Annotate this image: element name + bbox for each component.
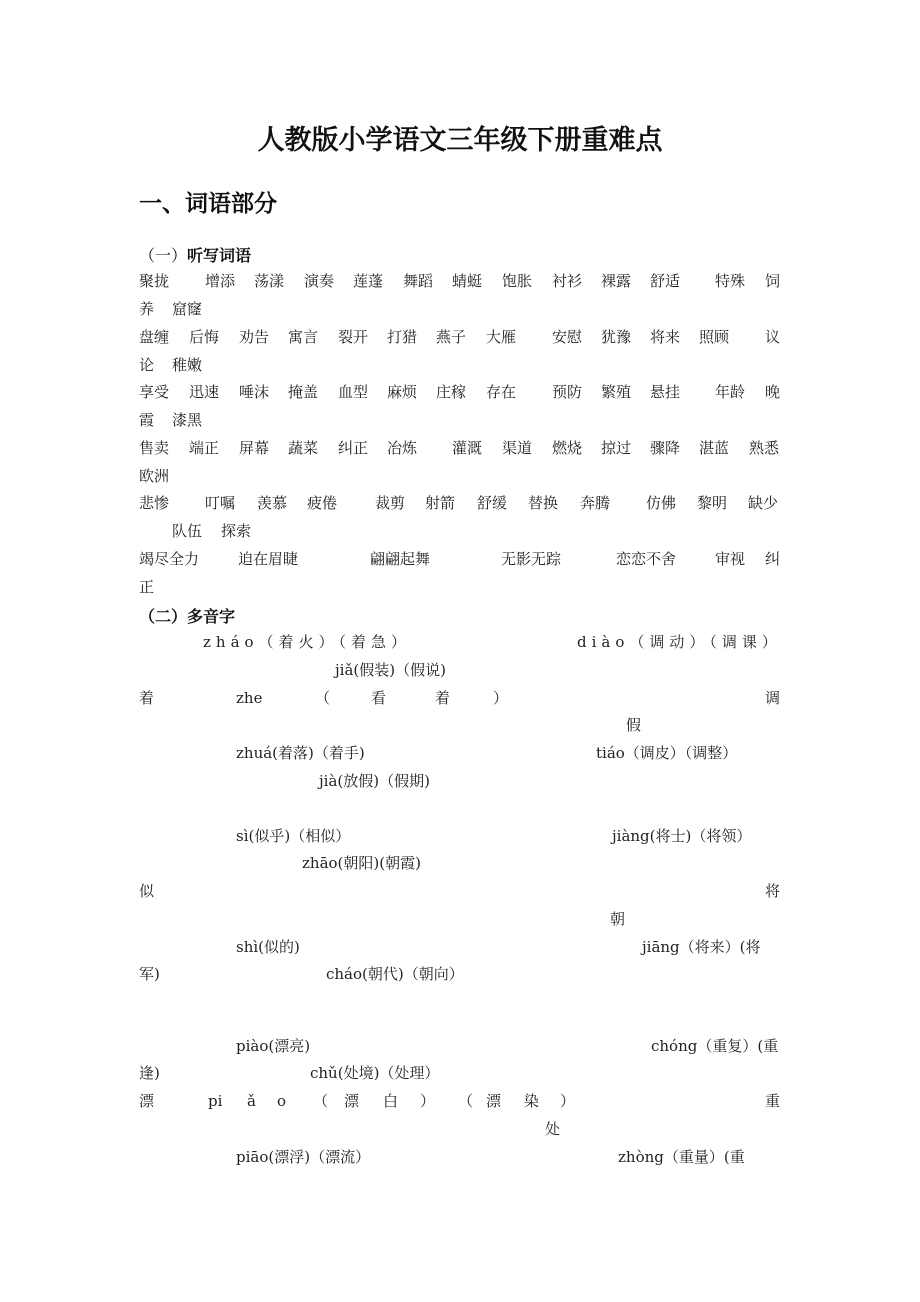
vocab-word: 纠 bbox=[765, 550, 781, 568]
pinyin-entry: 着 bbox=[435, 689, 451, 707]
vocab-word: 聚拢 bbox=[139, 272, 170, 290]
vocab-word: 后悔 bbox=[189, 328, 220, 346]
section-heading-vocabulary: 一、词语部分 bbox=[139, 191, 277, 217]
pinyin-entry: zháo（着火）（着急） bbox=[203, 633, 412, 651]
vocab-word: 裁剪 bbox=[375, 494, 406, 512]
pinyin-entry: ） bbox=[420, 1092, 436, 1110]
vocab-word: 晚 bbox=[765, 383, 781, 401]
vocab-word: 裂开 bbox=[338, 328, 369, 346]
vocab-word: 将来 bbox=[650, 328, 681, 346]
pinyin-entry: chóng（重复）(重 bbox=[651, 1037, 779, 1055]
pinyin-entry: jiāng（将来）(将 bbox=[642, 938, 761, 956]
pinyin-entry: diào（调动）（调课） bbox=[577, 633, 782, 651]
vocab-word: 缺少 bbox=[748, 494, 779, 512]
vocab-word: 养 bbox=[139, 300, 155, 318]
vocab-word: 安慰 bbox=[552, 328, 583, 346]
vocab-word: 霞 bbox=[139, 411, 155, 429]
pinyin-entry: jià(放假)（假期) bbox=[319, 772, 430, 790]
pinyin-entry: chǔ(处境)（处理） bbox=[310, 1064, 440, 1082]
vocab-word: 探索 bbox=[221, 522, 252, 540]
pinyin-entry: jiàng(将士)（将领） bbox=[612, 827, 752, 845]
vocab-idiom: 恋恋不舍 bbox=[616, 550, 677, 568]
vocab-word: 享受 bbox=[139, 383, 170, 401]
vocab-word: 蜻蜓 bbox=[452, 272, 483, 290]
vocab-word: 屏幕 bbox=[239, 439, 270, 457]
pinyin-entry: （ bbox=[315, 689, 331, 707]
vocab-word: 衬衫 bbox=[552, 272, 583, 290]
vocab-idiom: 迫在眉睫 bbox=[238, 550, 299, 568]
vocab-word: 燃烧 bbox=[552, 439, 583, 457]
pinyin-entry: ） bbox=[493, 689, 509, 707]
polyphonic-character: 假 bbox=[626, 716, 642, 734]
vocab-word: 照顾 bbox=[699, 328, 730, 346]
vocab-word: 燕子 bbox=[436, 328, 467, 346]
vocab-word: 队伍 bbox=[172, 522, 203, 540]
vocab-idiom: 翩翩起舞 bbox=[370, 550, 431, 568]
pinyin-entry: cháo(朝代)（朝向） bbox=[326, 965, 464, 983]
vocab-idiom: 竭尽全力 bbox=[139, 550, 200, 568]
vocab-word: 纠正 bbox=[338, 439, 369, 457]
pinyin-entry: piāo(漂浮)（漂流） bbox=[236, 1148, 371, 1166]
vocab-word: 增添 bbox=[205, 272, 236, 290]
vocab-word: 仿佛 bbox=[646, 494, 677, 512]
vocab-word: 欧洲 bbox=[139, 467, 170, 485]
vocab-word: 替换 bbox=[528, 494, 559, 512]
vocab-word: 叮嘱 bbox=[205, 494, 236, 512]
vocab-word: 熟悉 bbox=[749, 439, 780, 457]
vocab-word: 庄稼 bbox=[436, 383, 467, 401]
pinyin-entry: （ bbox=[313, 1092, 329, 1110]
vocab-word: 售卖 bbox=[139, 439, 170, 457]
subsection-heading-polyphonic: （二）多音字 bbox=[139, 607, 236, 626]
pinyin-entry: 漂 bbox=[486, 1092, 502, 1110]
vocab-word: 莲蓬 bbox=[353, 272, 384, 290]
vocab-word: 悲惨 bbox=[139, 494, 170, 512]
pinyin-entry: 看 bbox=[371, 689, 387, 707]
vocab-word: 冶炼 bbox=[387, 439, 418, 457]
vocab-word: 射箭 bbox=[425, 494, 456, 512]
vocab-word: 寓言 bbox=[288, 328, 319, 346]
vocab-word: 黎明 bbox=[697, 494, 728, 512]
vocab-word: 舒缓 bbox=[477, 494, 508, 512]
polyphonic-character: 重 bbox=[765, 1092, 781, 1110]
pinyin-entry: 漂 bbox=[344, 1092, 360, 1110]
pinyin-entry: ǎ bbox=[247, 1092, 256, 1110]
pinyin-entry: tiáo（调皮）（调整） bbox=[596, 744, 738, 762]
vocab-word: 繁殖 bbox=[601, 383, 632, 401]
vocab-word: 迅速 bbox=[189, 383, 220, 401]
pinyin-entry: zhāo(朝阳)(朝霞) bbox=[302, 854, 421, 872]
vocab-word: 犹豫 bbox=[601, 328, 632, 346]
pinyin-entry: pi bbox=[208, 1092, 223, 1110]
polyphonic-character: 似 bbox=[139, 882, 155, 900]
polyphonic-character: 漂 bbox=[139, 1092, 155, 1110]
pinyin-entry: 逢) bbox=[139, 1064, 160, 1082]
pinyin-entry: sì(似乎)（相似） bbox=[236, 827, 351, 845]
vocab-word: 预防 bbox=[552, 383, 583, 401]
pinyin-entry: （ bbox=[458, 1092, 474, 1110]
vocab-word: 舞蹈 bbox=[403, 272, 434, 290]
pinyin-entry: ） bbox=[560, 1092, 576, 1110]
vocab-word: 蔬菜 bbox=[288, 439, 319, 457]
vocab-word: 年龄 bbox=[715, 383, 746, 401]
pinyin-entry: zhe bbox=[236, 689, 263, 707]
vocab-word: 血型 bbox=[338, 383, 369, 401]
subsection-heading-dictation bbox=[139, 243, 251, 266]
pinyin-entry: jiǎ(假装)（假说) bbox=[335, 661, 446, 679]
document-title: 人教版小学语文三年级下册重难点 bbox=[257, 125, 663, 156]
pinyin-entry: shì(似的) bbox=[236, 938, 300, 956]
vocab-word: 端正 bbox=[189, 439, 220, 457]
vocab-word: 掠过 bbox=[601, 439, 632, 457]
vocab-idiom: 无影无踪 bbox=[501, 550, 562, 568]
vocab-word: 灌溉 bbox=[452, 439, 483, 457]
polyphonic-character: 调 bbox=[765, 689, 781, 707]
vocab-word: 论 bbox=[139, 356, 155, 374]
polyphonic-character: 朝 bbox=[610, 910, 626, 928]
vocab-word: 悬挂 bbox=[650, 383, 681, 401]
vocab-word: 舒适 bbox=[650, 272, 681, 290]
vocab-word: 劝告 bbox=[239, 328, 270, 346]
vocab-word: 骤降 bbox=[650, 439, 681, 457]
vocab-word: 特殊 bbox=[715, 272, 746, 290]
pinyin-entry: 白 bbox=[383, 1092, 399, 1110]
vocab-word: 审视 bbox=[715, 550, 746, 568]
vocab-word: 羡慕 bbox=[257, 494, 288, 512]
vocab-word: 打猎 bbox=[387, 328, 418, 346]
vocab-word: 窟窿 bbox=[172, 300, 203, 318]
vocab-word: 演奏 bbox=[304, 272, 335, 290]
vocab-word: 荡漾 bbox=[254, 272, 285, 290]
vocab-word: 奔腾 bbox=[580, 494, 611, 512]
polyphonic-character: 将 bbox=[765, 882, 781, 900]
pinyin-entry: zhòng（重量）(重 bbox=[618, 1148, 745, 1166]
vocab-word: 裸露 bbox=[601, 272, 632, 290]
polyphonic-character: 着 bbox=[139, 689, 155, 707]
subsection-label: 听写词语 bbox=[187, 246, 252, 265]
vocab-word: 正 bbox=[139, 578, 155, 596]
vocab-word: 饲 bbox=[765, 272, 781, 290]
vocab-word: 存在 bbox=[486, 383, 517, 401]
vocab-word: 盘缠 bbox=[139, 328, 170, 346]
polyphonic-character: 处 bbox=[545, 1120, 561, 1138]
vocab-word: 湛蓝 bbox=[699, 439, 730, 457]
vocab-word: 疲倦 bbox=[307, 494, 338, 512]
pinyin-entry: piào(漂亮) bbox=[236, 1037, 311, 1055]
vocab-word: 饱胀 bbox=[502, 272, 533, 290]
vocab-word: 议 bbox=[765, 328, 781, 346]
pinyin-entry: o bbox=[277, 1092, 287, 1110]
subsection-number: （一） bbox=[139, 246, 188, 265]
vocab-word: 麻烦 bbox=[387, 383, 418, 401]
vocab-word: 稚嫩 bbox=[172, 356, 203, 374]
vocab-word: 掩盖 bbox=[288, 383, 319, 401]
vocab-word: 渠道 bbox=[502, 439, 533, 457]
vocab-word: 大雁 bbox=[486, 328, 517, 346]
pinyin-entry: zhuá(着落)（着手) bbox=[236, 744, 365, 762]
pinyin-entry: 军) bbox=[139, 965, 160, 983]
vocab-word: 唾沫 bbox=[239, 383, 270, 401]
pinyin-entry: 染 bbox=[524, 1092, 540, 1110]
vocab-word: 漆黑 bbox=[172, 411, 203, 429]
